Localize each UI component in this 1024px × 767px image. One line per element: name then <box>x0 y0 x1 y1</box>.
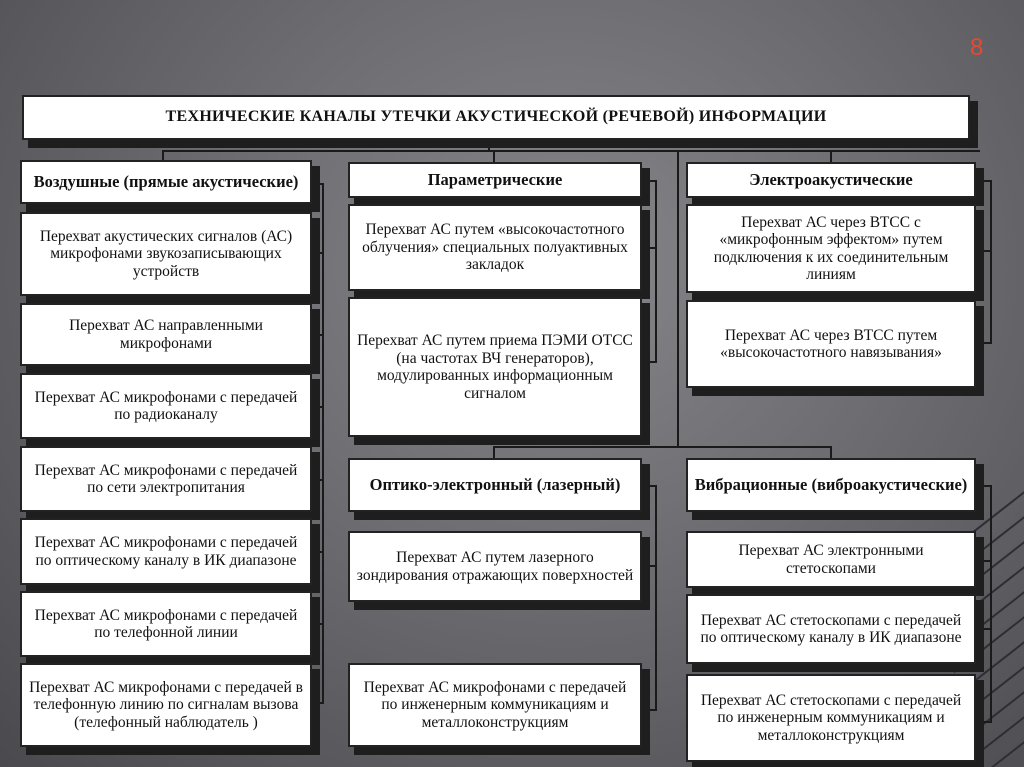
vibration-item-1: Перехват АС электронными стетоскопами <box>686 531 976 588</box>
optoelectronic-heading: Оптико-электронный (лазерный) <box>348 458 642 512</box>
parametric-heading: Параметрические <box>348 162 642 198</box>
air-item-3: Перехват АС микрофонами с передачей по радиоканалу <box>20 373 312 439</box>
electroacoustic-item-2: Перехват АС через ВТСС путем «высокочастотного навязывания» <box>686 300 976 388</box>
air-heading: Воздушные (прямые акустические) <box>20 160 312 204</box>
air-item-2: Перехват АС направленными микрофонами <box>20 303 312 366</box>
vibration-item-3: Перехват АС стетоскопами с передачей по инженерным коммуникациям и металлоконструкциям <box>686 674 976 762</box>
air-item-6: Перехват АС микрофонами с передачей по телефонной линии <box>20 591 312 657</box>
slide-number: 8 <box>970 34 984 61</box>
parametric-item-2: Перехват АС путем приема ПЭМИ ОТСС (на частотах ВЧ генераторов), модулированных информационным сигналом <box>348 297 642 437</box>
electroacoustic-item-1: Перехват АС через ВТСС с «микрофонным эффектом» путем подключения к их соединительным линиям <box>686 204 976 293</box>
diagram-title: ТЕХНИЧЕСКИЕ КАНАЛЫ УТЕЧКИ АКУСТИЧЕСКОЙ (РЕЧЕВОЙ) ИНФОРМАЦИИ <box>22 95 970 140</box>
air-item-7: Перехват АС микрофонами с передачей в телефонную линию по сигналам вызова (телефонный наблюдатель ) <box>20 663 312 747</box>
optoelectronic-item-2: Перехват АС микрофонами с передачей по инженерным коммуникациям и металлоконструкциям <box>348 663 642 747</box>
vibration-item-2: Перехват АС стетоскопами с передачей по оптическому каналу в ИК диапазоне <box>686 594 976 664</box>
electroacoustic-heading: Электроакустические <box>686 162 976 198</box>
air-item-4: Перехват АС микрофонами с передачей по сети электропитания <box>20 446 312 512</box>
air-item-5: Перехват АС микрофонами с передачей по оптическому каналу в ИК диапазоне <box>20 518 312 585</box>
optoelectronic-item-1: Перехват АС путем лазерного зондирования отражающих поверхностей <box>348 531 642 602</box>
air-item-1: Перехват акустических сигналов (АС) микрофонами звукозаписывающих устройств <box>20 212 312 296</box>
vibration-heading: Вибрационные (виброакустические) <box>686 458 976 512</box>
parametric-item-1: Перехват АС путем «высокочастотного облучения» специальных полуактивных закладок <box>348 204 642 291</box>
